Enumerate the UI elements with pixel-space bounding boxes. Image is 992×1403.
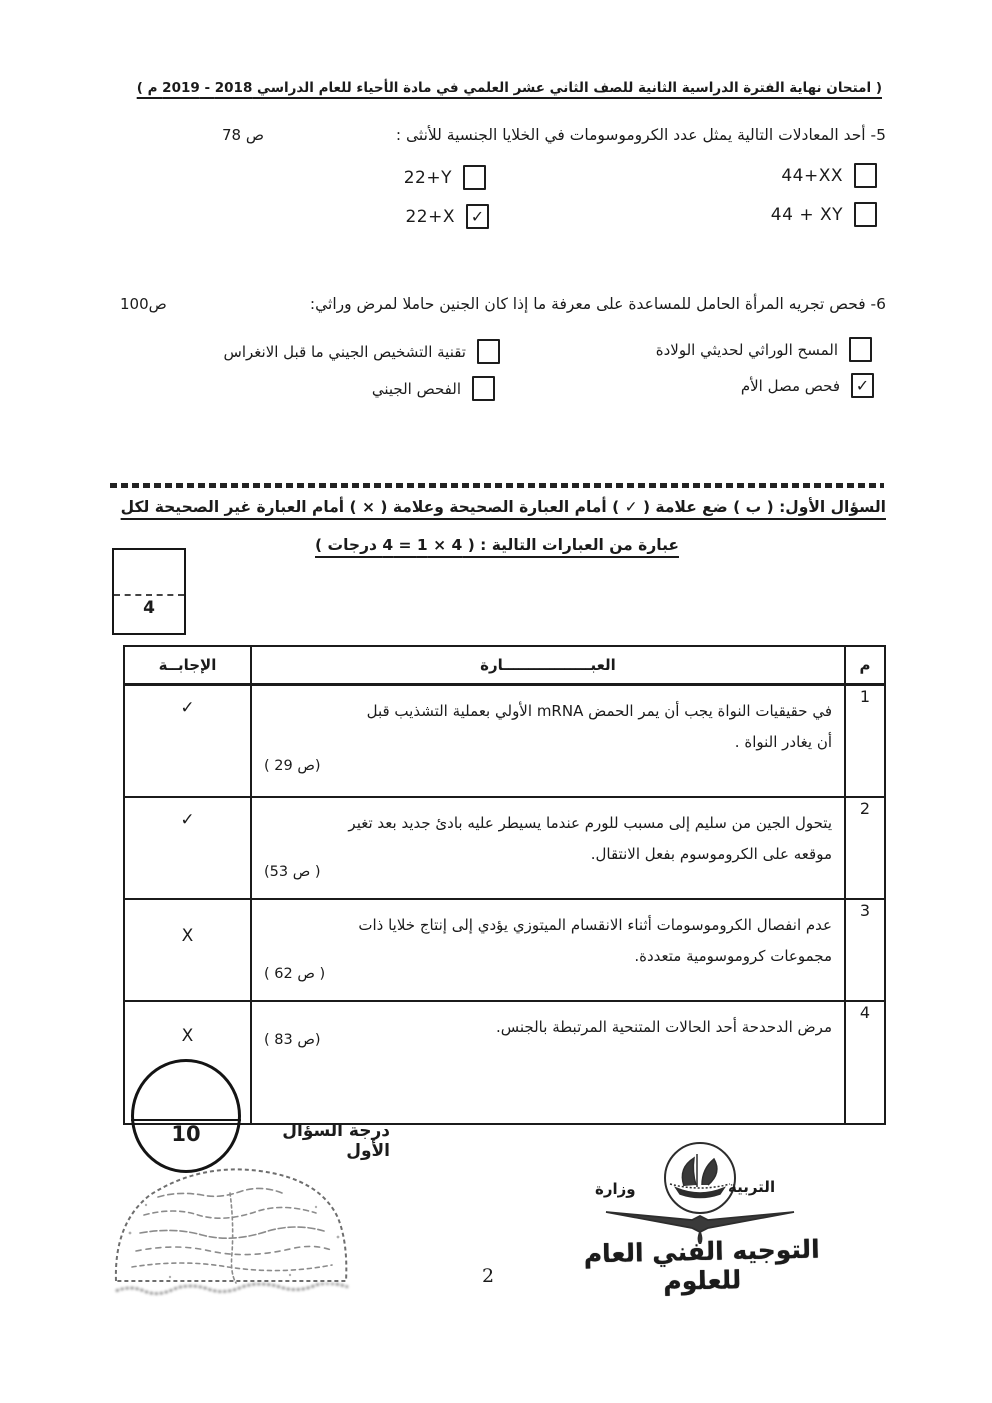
row-answer-mark[interactable]: ✓ bbox=[124, 685, 251, 798]
table-row bbox=[124, 797, 885, 899]
stamp-caption-smudge bbox=[112, 1283, 352, 1297]
checkbox-checked-icon[interactable]: ✓ bbox=[466, 204, 489, 229]
dhow-ship-icon bbox=[670, 1154, 730, 1198]
table-header-row bbox=[124, 646, 885, 685]
section-title-line2: عبارة من العبارات التالية : ( 4 × 1 = 4 درجات ) bbox=[315, 536, 679, 554]
score-circle-label: درجة السؤال الأول bbox=[282, 1121, 390, 1161]
row-answer-mark[interactable]: X bbox=[124, 1001, 251, 1124]
answers-table bbox=[123, 645, 886, 1125]
checkbox-icon[interactable] bbox=[472, 376, 495, 401]
q6-option-newborn-screening-label: المسح الوراثي لحديثي الولادة bbox=[655, 340, 838, 359]
row-statement bbox=[251, 685, 845, 798]
department-calligraphy: التوجيه الفني العام للعلوم bbox=[583, 1234, 820, 1296]
q5-option-22y-label: 22+Y bbox=[403, 167, 452, 188]
score-box-divider bbox=[114, 594, 184, 596]
q6-option-preimplantation-diagnosis-label: تقنية التشخيص الجيني ما قبل الانغراس bbox=[223, 342, 466, 361]
statement-page-ref: (ص 83 ) bbox=[264, 1032, 321, 1048]
ministry-word-left: وزارة bbox=[595, 1180, 636, 1198]
checkbox-checked-icon[interactable]: ✓ bbox=[851, 373, 874, 398]
exam-header-title: ( امتحان نهاية الفترة الدراسية الثانية للصف الثاني عشر العلمي في مادة الأحياء للعام الدراسي 2018 - 2019 م ) bbox=[136, 80, 882, 96]
question-5-text: 5- أحد المعادلات التالية يمثل عدد الكروموسومات في الخلايا الجنسية للأنثى : bbox=[395, 126, 886, 144]
row-statement bbox=[251, 899, 845, 1001]
q6-option-newborn-screening bbox=[656, 337, 872, 362]
q5-option-44xy-label: 44 + XY bbox=[770, 204, 843, 225]
q6-option-genetic-test-label: الفحص الجيني bbox=[371, 379, 461, 398]
question-5 bbox=[222, 126, 886, 144]
row-number: 2 bbox=[845, 797, 885, 899]
ministry-word-right: التربية bbox=[728, 1178, 776, 1196]
q6-option-maternal-serum-test bbox=[741, 373, 874, 398]
score-circle-value: 10 bbox=[171, 1122, 201, 1146]
section-title-line1: السؤال الأول: ( ب ) ضع علامة ( ✓ ) أمام العبارة الصحيحة وعلامة ( × ) أمام العبارة غير الصحيحة لكل bbox=[120, 498, 886, 516]
row-statement bbox=[251, 797, 845, 899]
statement-page-ref: ( ص 53) bbox=[264, 864, 321, 881]
row-statement bbox=[251, 1001, 845, 1124]
q5-option-44xx-label: 44+XX bbox=[781, 165, 843, 186]
q5-option-44xx bbox=[781, 163, 877, 188]
header-answer: الإجابــة bbox=[124, 646, 251, 685]
question-6-page-ref: ص100 bbox=[120, 295, 167, 313]
row-number: 4 bbox=[845, 1001, 885, 1124]
score-box-value: 4 bbox=[143, 598, 155, 618]
score-box bbox=[112, 548, 186, 635]
statement-text: عدم انفصال الكروموسومات أثناء الانقسام الميتوزي يؤدي إلى إنتاج خلايا ذات مجموعات كروموسومية متعددة. bbox=[358, 916, 832, 965]
q5-option-22x bbox=[405, 204, 489, 229]
statement-text: في حقيقيات النواة يجب أن يمر الحمض mRNA الأولي بعملية التشذيب قبل أن يغادر النواة . bbox=[366, 702, 832, 751]
checkbox-icon[interactable] bbox=[849, 337, 872, 362]
checkbox-icon[interactable] bbox=[854, 202, 877, 227]
header-number: م bbox=[845, 646, 885, 685]
statement-text: يتحول الجين من سليم إلى مسبب للورم عندما يسيطر عليه بادئ جديد بعد تغير موقعه على الكروموسوم بفعل الانتقال. bbox=[348, 814, 832, 863]
checkbox-icon[interactable] bbox=[854, 163, 877, 188]
table-row bbox=[124, 899, 885, 1001]
question-5-page-ref: ص 78 bbox=[222, 126, 264, 144]
row-number: 1 bbox=[845, 685, 885, 798]
q6-option-maternal-serum-test-label: فحص مصل الأم bbox=[740, 376, 840, 395]
q5-option-44xy bbox=[771, 202, 877, 227]
row-number: 3 bbox=[845, 899, 885, 1001]
question-6-text: 6- فحص تجريه المرأة الحامل للمساعدة على معرفة ما إذا كان الجنين حاملا لمرض وراثي: bbox=[309, 295, 886, 313]
header-statement: العبـــــــــــــــــارة bbox=[251, 646, 845, 685]
school-stamp bbox=[110, 1163, 354, 1289]
statement-page-ref: (ص 29 ) bbox=[264, 758, 321, 775]
statement-page-ref: ( ص 62 ) bbox=[264, 966, 326, 983]
q5-option-22x-label: 22+X bbox=[405, 206, 455, 227]
checkbox-icon[interactable] bbox=[463, 165, 486, 190]
row-answer-mark[interactable]: X bbox=[124, 899, 251, 1001]
question-6 bbox=[120, 295, 886, 313]
statement-text: مرض الدحدحة أحد الحالات المتنحية المرتبطة بالجنس. bbox=[496, 1018, 832, 1036]
score-circle-divider bbox=[131, 1119, 241, 1121]
page-number: 2 bbox=[482, 1265, 495, 1287]
score-circle bbox=[131, 1059, 241, 1173]
row-answer-mark[interactable]: ✓ bbox=[124, 797, 251, 899]
q6-option-genetic-test bbox=[372, 376, 495, 401]
checkbox-icon[interactable] bbox=[477, 339, 500, 364]
q5-option-22y bbox=[404, 165, 486, 190]
q6-option-preimplantation-diagnosis bbox=[224, 339, 500, 364]
dashed-separator bbox=[110, 483, 884, 488]
table-row bbox=[124, 685, 885, 798]
